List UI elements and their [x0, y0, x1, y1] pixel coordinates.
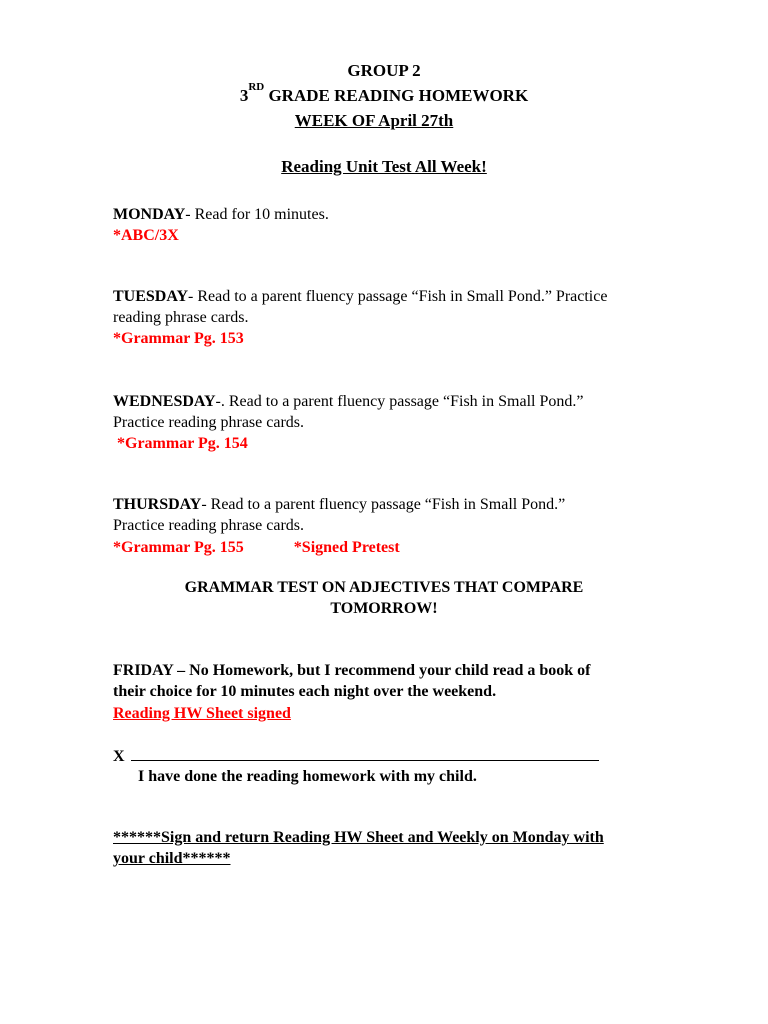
tuesday-instructions: - Read to a parent fluency passage “Fish in Small Pond.” Practice: [188, 288, 608, 305]
grammar-test-line-1: GRAMMAR TEST ON ADJECTIVES THAT COMPARE: [184, 579, 584, 596]
week-heading: [0, 110, 768, 131]
week-heading-text: WEEK OF April 27th: [294, 111, 454, 130]
tuesday-task: *Grammar Pg. 153: [113, 330, 244, 347]
tuesday-line-2: reading phrase cards.: [113, 309, 249, 326]
group-heading: [0, 60, 768, 81]
thursday-line-2: Practice reading phrase cards.: [113, 517, 305, 534]
thursday-grammar-task: *Grammar Pg. 155: [113, 539, 244, 556]
group-label: GROUP 2: [347, 61, 421, 80]
signature-blank[interactable]: [131, 745, 599, 761]
monday-line: [113, 204, 329, 225]
monday-day-label: MONDAY: [113, 206, 186, 223]
thursday-pretest-task: *Signed Pretest: [293, 539, 400, 556]
grade-ordinal-suffix: RD: [248, 81, 265, 93]
tuesday-day-label: TUESDAY: [113, 288, 188, 305]
monday-task: *ABC/3X: [113, 227, 179, 244]
thursday-day-label: THURSDAY: [113, 496, 202, 513]
thursday-tasks: [113, 537, 400, 558]
friday-line-2: their choice for 10 minutes each night over the weekend.: [113, 683, 497, 700]
thursday-instructions: - Read to a parent fluency passage “Fish in Small Pond.”: [201, 496, 566, 513]
monday-instructions: - Read for 10 minutes.: [185, 206, 329, 223]
thursday-line-1: [113, 494, 565, 515]
signature-statement: I have done the reading homework with my child.: [138, 768, 477, 785]
footer-line-2: your child******: [113, 850, 231, 867]
test-notice-heading: [0, 156, 768, 177]
grade-number: 3: [239, 86, 249, 105]
tuesday-line-1: [113, 286, 607, 307]
wednesday-day-label: WEDNESDAY: [113, 393, 216, 410]
grade-heading: [0, 81, 768, 106]
wednesday-task: *Grammar Pg. 154: [117, 435, 248, 452]
signature-mark: X: [113, 748, 125, 765]
grammar-test-line-2: TOMORROW!: [330, 600, 438, 617]
footer-line-1: ******Sign and return Reading HW Sheet and Weekly on Monday with: [113, 829, 604, 846]
signature-line: [113, 745, 599, 767]
wednesday-line-1: [113, 391, 583, 412]
test-notice-text: Reading Unit Test All Week!: [281, 157, 487, 176]
wednesday-line-2: Practice reading phrase cards.: [113, 414, 305, 431]
friday-signed-note: Reading HW Sheet signed: [113, 705, 291, 722]
grade-heading-text: GRADE READING HOMEWORK: [264, 86, 529, 105]
friday-line-1: FRIDAY – No Homework, but I recommend your child read a book of: [113, 662, 591, 679]
wednesday-instructions: -. Read to a parent fluency passage “Fish in Small Pond.”: [215, 393, 584, 410]
